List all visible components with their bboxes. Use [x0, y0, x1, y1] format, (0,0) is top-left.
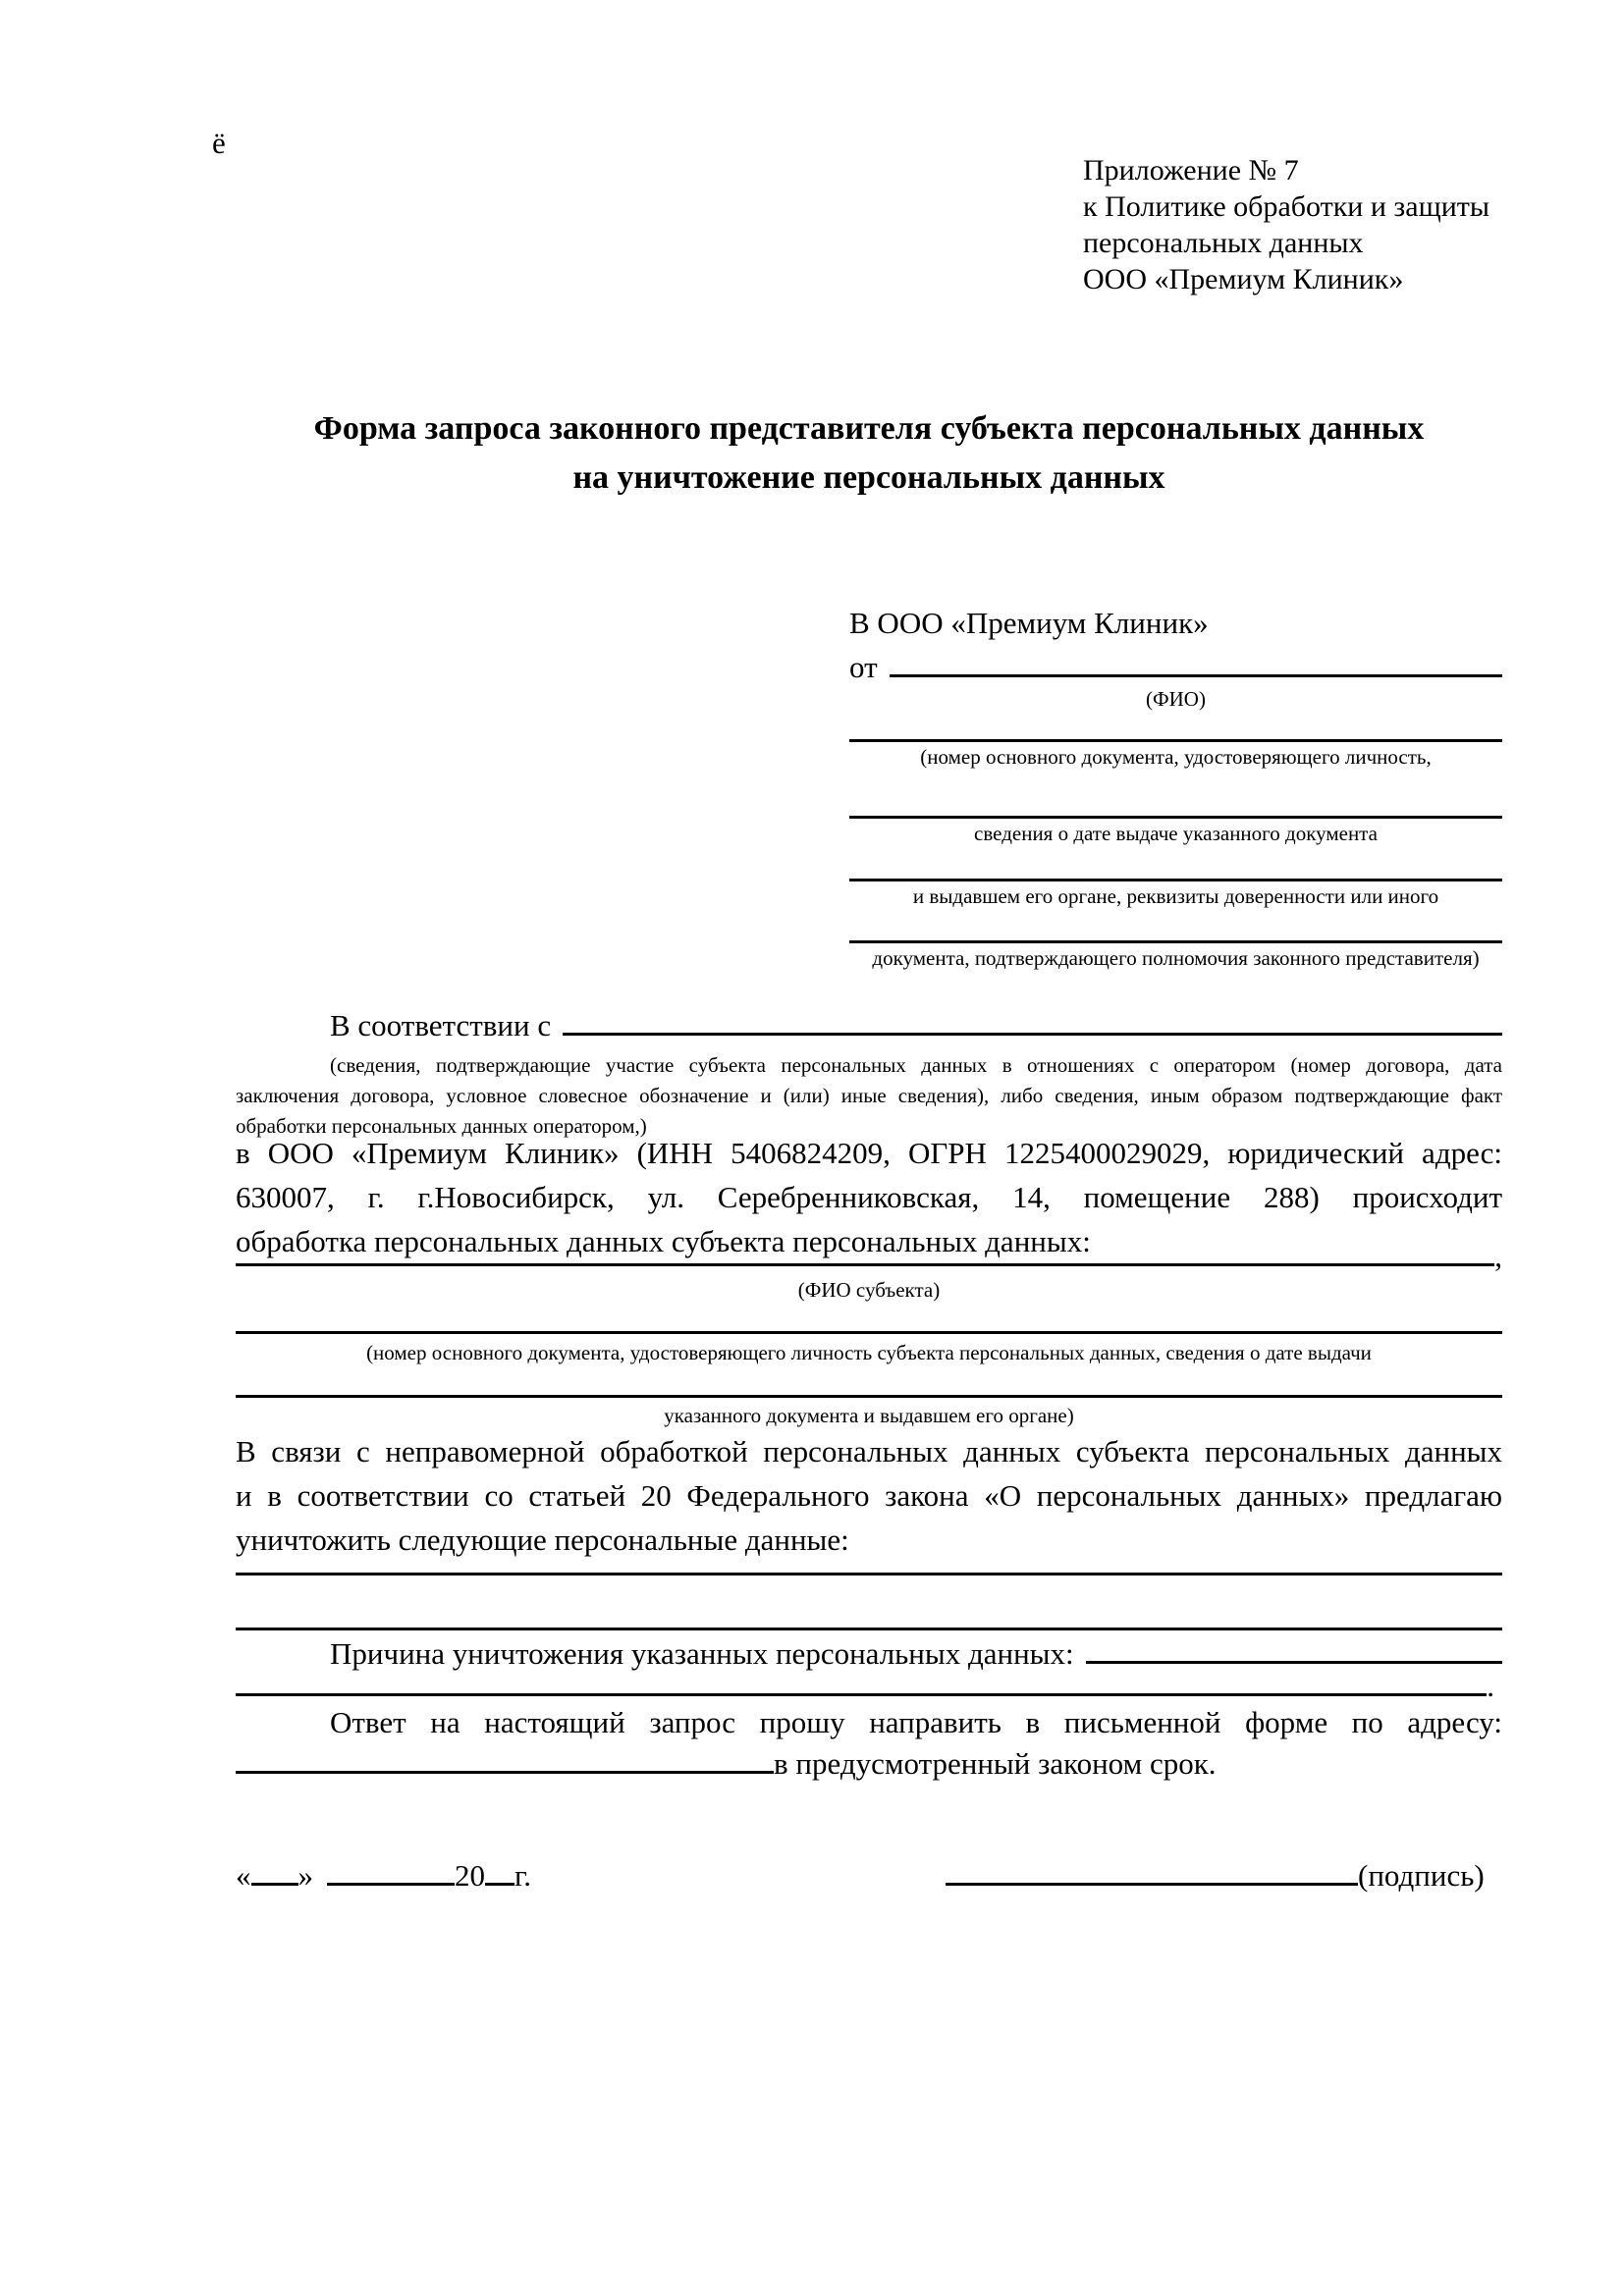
appendix-line: персональных данных: [1083, 227, 1364, 259]
accordance-row: [236, 1003, 1502, 1047]
subject-doc-caption-1: (номер основного документа, удостоверяющего личность субъекта персональных данных, сведения о дате выдачи: [366, 1341, 1372, 1364]
address-blank-line: [236, 1771, 774, 1774]
appendix-line: к Политике обработки и защиты: [1083, 190, 1490, 223]
accordance-note-line: заключения договора, условное словесное обозначение и (или) иные сведения), либо сведения, иным образом подтверждающие факт: [236, 1084, 1502, 1107]
operator-paragraph-line: 630007, г. г.Новосибирск, ул. Серебренниковская, 14, помещение 288) происходит: [236, 1180, 1502, 1214]
representative-doc-caption-3: и выдавшем его органе, реквизиты доверенности или иного: [912, 884, 1439, 908]
signature-caption: (подпись): [1358, 1858, 1485, 1893]
accordance-blank-line: [563, 1033, 1502, 1036]
from-blank-line: [890, 674, 1502, 677]
year-prefix: 20: [455, 1858, 485, 1893]
destroy-paragraph: [236, 1429, 1502, 1562]
day-quote-open: «: [236, 1858, 251, 1893]
form-title-line1: Форма запроса законного представителя субъекта персональных данных: [313, 410, 1425, 447]
appendix-line: ООО «Премиум Клиник»: [1083, 263, 1404, 295]
destroy-paragraph-line: В связи с неправомерной обработкой персональных данных субъекта персональных данных: [236, 1434, 1502, 1468]
signature-line: [946, 1883, 1358, 1886]
date-year-blank: [485, 1883, 514, 1886]
addressee-to: В ООО «Премиум Клиник»: [849, 606, 1209, 640]
subject-doc-line-2: [236, 1395, 1502, 1398]
reply-tail: в предусмотренный законом срок.: [774, 1746, 1217, 1781]
data-blank-line-1: [236, 1573, 1502, 1575]
date-day-blank: [251, 1883, 298, 1886]
accordance-note: [236, 1050, 1502, 1142]
operator-paragraph-line: обработка персональных данных субъекта персональных данных:: [236, 1224, 1091, 1258]
destroy-paragraph-line: уничтожить следующие персональные данные:: [236, 1522, 849, 1557]
destroy-paragraph-line: и в соответствии со статьей 20 Федерального закона «О персональных данных» предлагаю: [236, 1478, 1502, 1513]
reason-continuation-line: [236, 1693, 1487, 1696]
appendix-line: Приложение № 7: [1083, 154, 1299, 187]
subject-doc-line-1: [236, 1331, 1502, 1334]
reason-label: Причина уничтожения указанных персональных данных:: [330, 1636, 1074, 1671]
fio-subject-row: [236, 1234, 1502, 1278]
signature-row: [946, 1853, 1485, 1897]
day-quote-close: »: [298, 1858, 313, 1893]
addressee-block: [849, 601, 1502, 973]
subject-doc-caption-2: указанного документа и выдавшем его органе): [664, 1404, 1074, 1427]
reply-paragraph: Ответ на настоящий запрос прошу направить в письменной форме по адресу:: [330, 1705, 1502, 1739]
year-suffix: г.: [514, 1858, 531, 1893]
form-title: [236, 404, 1502, 503]
date-row: [236, 1853, 531, 1897]
representative-doc-caption-4: документа, подтверждающего полномочия законного представителя): [872, 946, 1480, 970]
representative-doc-line-1: [849, 739, 1502, 742]
operator-paragraph-line: в ООО «Премиум Клиник» (ИНН 5406824209, ОГРН 1225400029029, юридический адрес:: [236, 1136, 1502, 1170]
appendix-header: [1083, 152, 1535, 297]
accordance-note-line: (сведения, подтверждающие участие субъекта персональных данных в отношениях с оператором (номер договора, дата: [330, 1053, 1502, 1077]
from-label: от: [849, 650, 878, 684]
trailing-comma: ,: [1494, 1239, 1502, 1273]
trailing-period: .: [1487, 1669, 1494, 1703]
representative-doc-caption-2: сведения о дате выдаче указанного документа: [974, 822, 1378, 845]
data-blank-line-2: [236, 1628, 1502, 1630]
fio-subject-caption: (ФИО субъекта): [797, 1278, 941, 1302]
reply-tail-row: [236, 1741, 1502, 1786]
representative-doc-caption-1: (номер основного документа, удостоверяющего личность,: [920, 745, 1432, 769]
from-row: [849, 645, 1502, 689]
date-month-blank: [327, 1883, 455, 1886]
representative-doc-line-2: [849, 816, 1502, 819]
accordance-label: В соответствии с: [330, 1008, 552, 1042]
representative-doc-line-3: [849, 879, 1502, 881]
accordance-note-line: обработки персональных данных оператором,): [236, 1114, 647, 1138]
fio-caption: (ФИО): [1146, 687, 1206, 711]
representative-doc-line-4: [849, 940, 1502, 943]
stray-char: ё: [212, 126, 226, 160]
form-title-line2: на уничтожение персональных данных: [572, 459, 1165, 496]
fio-subject-line: [236, 1263, 1494, 1266]
